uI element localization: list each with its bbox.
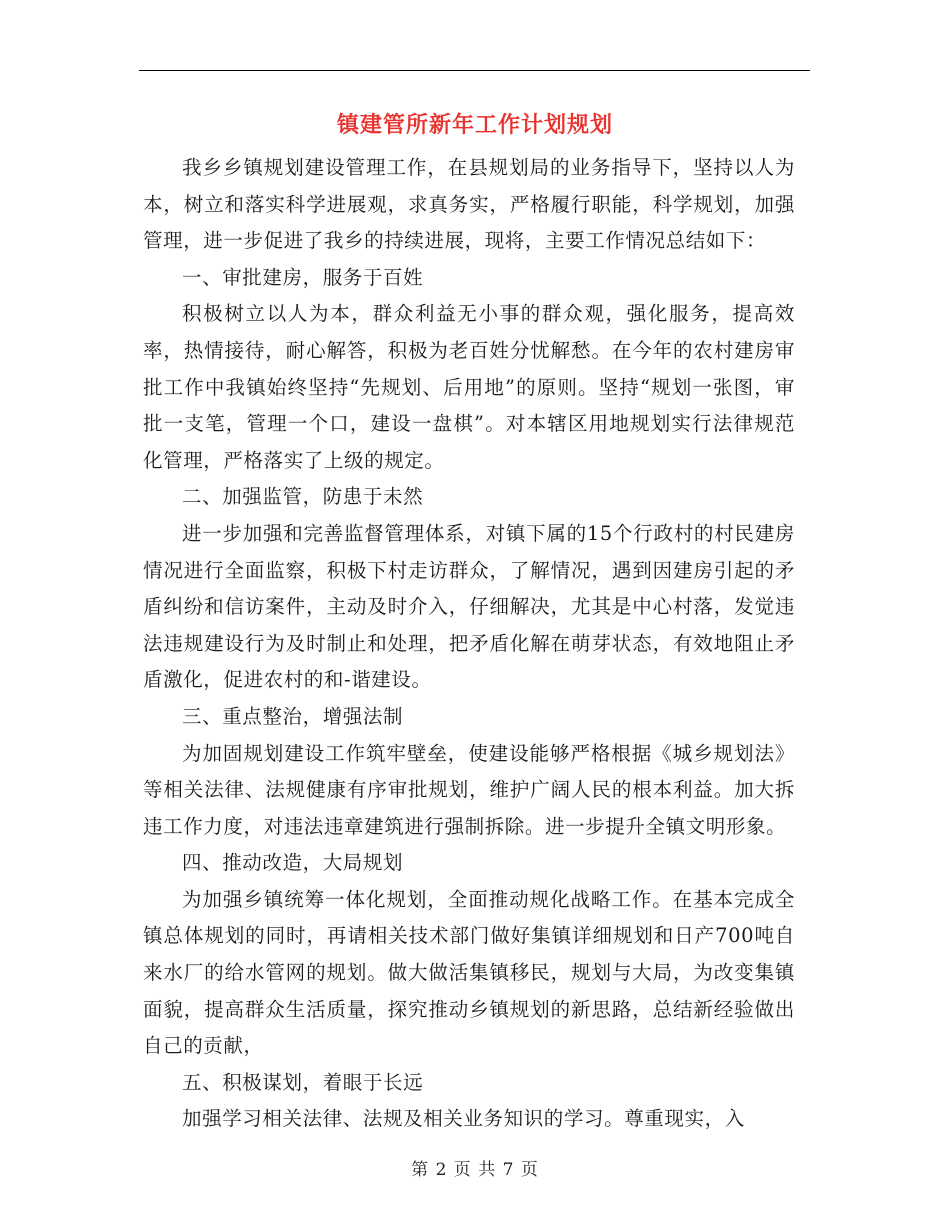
intro-paragraph: 我乡乡镇规划建设管理工作，在县规划局的业务指导下，坚持以人为本，树立和落实科学进展观，求真务实，严格履行职能，科学规划，加强管理，进一步促进了我乡的持续进展，现将，主要工作情况总结如下： [143,156,795,253]
section-paragraph-5: 加强学习相关法律、法规及相关业务知识的学习。尊重现实，入 [182,1107,745,1131]
section-heading-3: 三、重点整治，增强法制 [182,704,404,728]
section-heading-4: 四、推动改造，大局规划 [182,851,404,875]
section-paragraph-1: 积极树立以人为本，群众利益无小事的群众观，强化服务，提高效率，热情接待，耐心解答，积极为老百姓分忧解愁。在今年的农村建房审批工作中我镇始终坚持“先规划、后用地”的原则。坚持“规划一张图，审批一支笔，管理一个口，建设一盘棋”。对本辖区用地规划实行法律规范化管理，严格落实了上级的规定。 [143,302,795,472]
section-paragraph-3: 为加固规划建设工作筑牢壁垒，使建设能够严格根据《城乡规划法》等相关法律、法规健康有序审批规划，维护广阔人民的根本利益。加大拆违工作力度，对违法违章建筑进行强制拆除。进一步提升全镇文明形象。 [143,741,795,838]
document-title: 镇建管所新年工作计划规划 [336,113,613,138]
section-paragraph-4: 为加强乡镇统筹一体化规划，全面推动规化战略工作。在基本完成全镇总体规划的同时，再请相关技术部门做好集镇详细规划和日产700吨自来水厂的给水管网的规划。做大做活集镇移民，规划与大局，为改变集镇面貌，提高群众生活质量，探究推动乡镇规划的新思路，总结新经验做出自己的贡献， [143,887,795,1058]
document-body [143,150,795,1138]
section-heading-5: 五、积极谋划，着眼于长远 [182,1070,424,1094]
page-number: 第 2 页 共 7 页 [411,1160,539,1180]
section-heading-1: 一、审批建房，服务于百姓 [182,265,424,289]
header-rule [139,70,810,71]
section-heading-2: 二、加强监管，防患于未然 [182,485,424,509]
section-paragraph-2: 进一步加强和完善监督管理体系，对镇下属的15个行政村的村民建房情况进行全面监察，积极下村走访群众，了解情况，遇到因建房引起的矛盾纠纷和信访案件，主动及时介入，仔细解决，尤其是中心村落，发觉违法违规建设行为及时制止和处理，把矛盾化解在萌芽状态，有效地阻止矛盾激化，促进农村的和-谐建设。 [143,521,795,692]
